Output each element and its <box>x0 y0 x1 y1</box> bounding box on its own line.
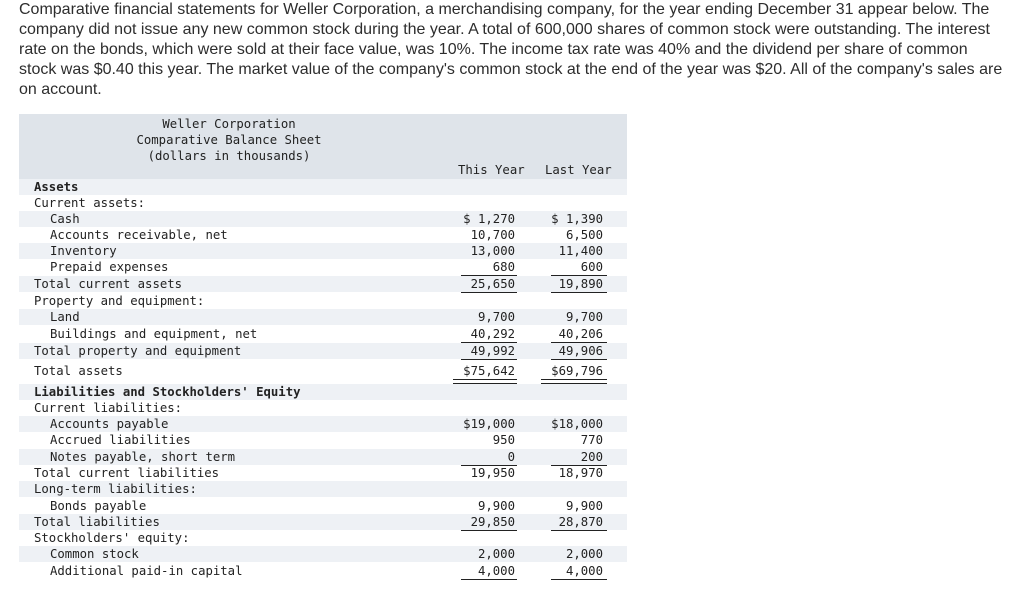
value-last-year: 770 <box>580 433 603 447</box>
row-label: Liabilities and Stockholders' Equity <box>34 385 301 399</box>
table-row <box>19 514 627 530</box>
value-this-year: 25,650 <box>470 277 515 291</box>
value-this-year: 950 <box>492 433 515 447</box>
value-last-year: 2,000 <box>565 547 603 561</box>
value-last-year: 200 <box>580 450 603 464</box>
value-last-year: 28,870 <box>558 515 603 529</box>
row-label: Assets <box>34 180 79 194</box>
table-row <box>19 343 627 359</box>
table-row <box>19 400 627 416</box>
subtotal-rule <box>551 579 607 580</box>
problem-intro <box>19 0 1009 100</box>
value-last-year: 40,206 <box>558 327 603 341</box>
value-this-year: 9,700 <box>477 310 515 324</box>
total-rule <box>551 359 607 360</box>
total-rule <box>461 359 517 360</box>
table-row <box>19 546 627 562</box>
row-label: Notes payable, short term <box>50 450 236 464</box>
row-label: Buildings and equipment, net <box>50 327 258 341</box>
value-last-year: $ 1,390 <box>551 212 603 226</box>
table-row <box>19 530 627 546</box>
value-this-year: 29,850 <box>470 515 515 529</box>
value-last-year: $18,000 <box>551 417 603 431</box>
value-this-year: 4,000 <box>477 564 515 578</box>
balance-sheet-header <box>19 114 627 182</box>
table-row <box>19 416 627 432</box>
value-last-year: 6,500 <box>565 228 603 242</box>
value-this-year: $ 1,270 <box>463 212 515 226</box>
table-row <box>19 563 627 579</box>
value-last-year: 600 <box>580 260 603 274</box>
balance-sheet <box>19 114 627 584</box>
row-label: Accounts receivable, net <box>50 228 228 242</box>
value-this-year: 40,292 <box>470 327 515 341</box>
table-row <box>19 363 627 379</box>
col-header-last-year: Last Year <box>545 163 612 177</box>
subtotal-rule <box>461 579 517 580</box>
value-this-year: 680 <box>492 260 515 274</box>
table-row <box>19 211 627 227</box>
row-label: Inventory <box>50 244 117 258</box>
table-row <box>19 259 627 275</box>
row-label: Cash <box>50 212 80 226</box>
value-last-year: 49,906 <box>558 344 603 358</box>
row-label: Long-term liabilities: <box>34 482 197 496</box>
table-row <box>19 449 627 465</box>
value-last-year: 19,890 <box>558 277 603 291</box>
value-this-year: $19,000 <box>463 417 515 431</box>
row-label: Current assets: <box>34 196 146 210</box>
value-this-year: 49,992 <box>470 344 515 358</box>
table-row <box>19 179 627 195</box>
value-last-year: 9,700 <box>565 310 603 324</box>
row-label: Stockholders' equity: <box>34 531 190 545</box>
row-label: Total current assets <box>34 277 183 291</box>
row-label: Land <box>50 310 80 324</box>
value-this-year: 0 <box>507 450 515 464</box>
value-last-year: 9,900 <box>565 499 603 513</box>
value-this-year: 19,950 <box>470 466 515 480</box>
table-row <box>19 326 627 342</box>
value-last-year: 4,000 <box>565 564 603 578</box>
row-label: Accrued liabilities <box>50 433 191 447</box>
table-row <box>19 432 627 448</box>
row-label: Total property and equipment <box>34 344 242 358</box>
row-label: Total current liabilities <box>34 466 220 480</box>
value-this-year: 13,000 <box>470 244 515 258</box>
row-label: Property and equipment: <box>34 294 205 308</box>
table-row <box>19 498 627 514</box>
table-row <box>19 243 627 259</box>
company-name: Weller Corporation <box>162 117 296 131</box>
col-header-this-year: This Year <box>458 163 525 177</box>
row-label: Prepaid expenses <box>50 260 169 274</box>
table-row <box>19 465 627 481</box>
value-this-year: 9,900 <box>477 499 515 513</box>
table-row <box>19 481 627 497</box>
row-label: Bonds payable <box>50 499 147 513</box>
row-label: Common stock <box>50 547 139 561</box>
statement-title: Comparative Balance Sheet <box>136 133 322 147</box>
table-row <box>19 227 627 243</box>
value-this-year: $75,642 <box>463 364 515 378</box>
value-last-year: 11,400 <box>558 244 603 258</box>
table-row <box>19 309 627 325</box>
intro-paragraph: Comparative financial statements for Weller Corporation, a merchandising company, for the year ending December 31 appear below. The company did not issue any new common stock during the year. A total of 600,000 shares of common stock were outstanding. The interest rate on the bonds, which were sold at their face value, was 10%. The income tax rate was 40% and the dividend per share of common stock was $0.40 this year. The market value of the company's common stock at the end of the year was $20. All of the company's sales are on account. <box>19 1 1003 98</box>
table-row <box>19 276 627 292</box>
row-label: Additional paid-in capital <box>50 564 243 578</box>
value-last-year: $69,796 <box>551 364 603 378</box>
value-this-year: 10,700 <box>470 228 515 242</box>
table-row <box>19 384 627 400</box>
table-row <box>19 293 627 309</box>
row-label: Accounts payable <box>50 417 169 431</box>
table-row <box>19 195 627 211</box>
row-label: Total assets <box>34 364 123 378</box>
value-this-year: 2,000 <box>477 547 515 561</box>
row-label: Total liabilities <box>34 515 160 529</box>
value-last-year: 18,970 <box>558 466 603 480</box>
row-label: Current liabilities: <box>34 401 183 415</box>
units-note: (dollars in thousands) <box>147 149 311 163</box>
